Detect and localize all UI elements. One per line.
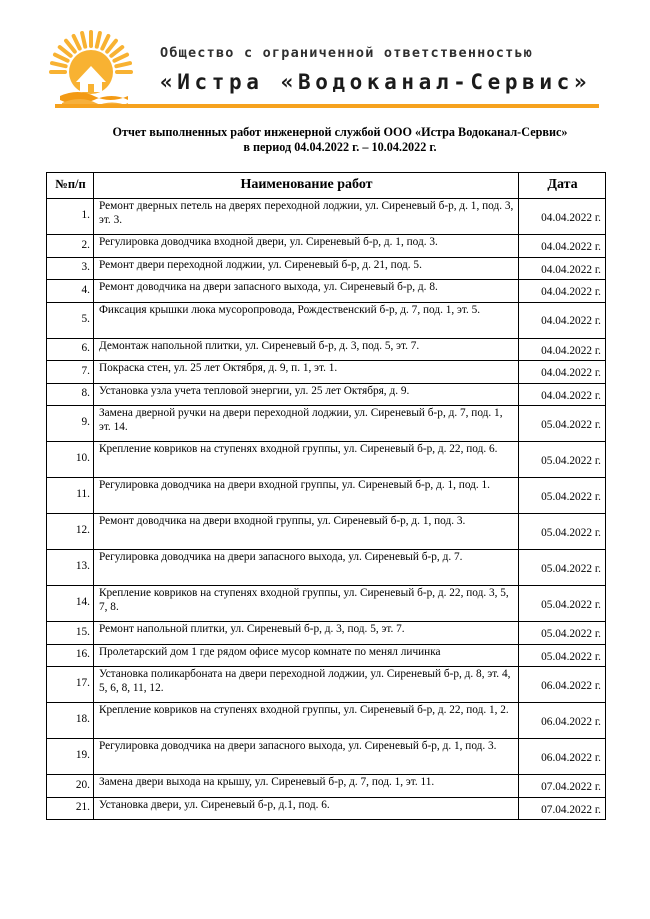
work-date: 07.04.2022 г. (519, 797, 606, 820)
row-number: 20. (47, 775, 94, 798)
row-number: 6. (47, 338, 94, 361)
work-description: Крепление ковриков на ступенях входной группы, ул. Сиреневый б-р, д. 22, под. 6. (94, 442, 519, 478)
organization-name: «Истра «Водоканал-Сервис» (160, 70, 592, 94)
row-number: 12. (47, 514, 94, 550)
work-date: 05.04.2022 г. (519, 478, 606, 514)
table-row (47, 338, 606, 361)
work-description: Установка узла учета тепловой энергии, ул. 25 лет Октября, д. 9. (94, 383, 519, 406)
row-number: 1. (47, 199, 94, 235)
work-description: Ремонт дверных петель на дверях переходной лоджии, ул. Сиреневый б-р, д. 1, под. 3, эт. 3. (94, 199, 519, 235)
work-date: 05.04.2022 г. (519, 442, 606, 478)
work-description: Демонтаж напольной плитки, ул. Сиреневый б-р, д. 3, под. 5, эт. 7. (94, 338, 519, 361)
table-row (47, 667, 606, 703)
work-description: Покраска стен, ул. 25 лет Октября, д. 9, п. 1, эт. 1. (94, 361, 519, 384)
table-row (47, 257, 606, 280)
table-row (47, 235, 606, 258)
work-description: Фиксация крышки люка мусоропровода, Рождественский б-р, д. 7, под. 1, эт. 5. (94, 302, 519, 338)
work-date: 04.04.2022 г. (519, 338, 606, 361)
work-date: 04.04.2022 г. (519, 235, 606, 258)
work-description: Установка двери, ул. Сиреневый б-р, д.1, под. 6. (94, 797, 519, 820)
table-row (47, 739, 606, 775)
table-row (47, 199, 606, 235)
row-number: 5. (47, 302, 94, 338)
work-date: 04.04.2022 г. (519, 302, 606, 338)
work-date: 05.04.2022 г. (519, 406, 606, 442)
organization-type: Общество с ограниченной ответственностью (160, 45, 534, 61)
row-number: 16. (47, 644, 94, 667)
row-number: 11. (47, 478, 94, 514)
table-row (47, 775, 606, 798)
table-row (47, 302, 606, 338)
table-header-row (47, 173, 606, 199)
row-number: 13. (47, 550, 94, 586)
table-row (47, 644, 606, 667)
report-title-line-1: Отчет выполненных работ инженерной службой ООО «Истра Водоканал-Сервис» (112, 125, 568, 139)
work-date: 06.04.2022 г. (519, 739, 606, 775)
work-date: 04.04.2022 г. (519, 361, 606, 384)
work-description: Регулировка доводчика на двери запасного выхода, ул. Сиреневый б-р, д. 7. (94, 550, 519, 586)
work-description: Ремонт доводчика на двери входной группы, ул. Сиреневый б-р, д. 1, под. 3. (94, 514, 519, 550)
row-number: 9. (47, 406, 94, 442)
work-date: 04.04.2022 г. (519, 257, 606, 280)
works-table (46, 172, 606, 820)
table-row (47, 514, 606, 550)
table-row (47, 586, 606, 622)
table-row (47, 703, 606, 739)
work-description: Крепление ковриков на ступенях входной группы, ул. Сиреневый б-р, д. 22, под. 1, 2. (94, 703, 519, 739)
row-number: 4. (47, 280, 94, 303)
work-description: Ремонт двери переходной лоджии, ул. Сиреневый б-р, д. 21, под. 5. (94, 257, 519, 280)
table-row (47, 442, 606, 478)
report-period: в период 04.04.2022 г. – 10.04.2022 г. (243, 140, 437, 154)
report-title (40, 125, 640, 155)
work-date: 07.04.2022 г. (519, 775, 606, 798)
work-description: Установка поликарбоната на двери переходной лоджии, ул. Сиреневый б-р, д. 8, эт. 4, 5, 6, 8, 11, 12. (94, 667, 519, 703)
table-row (47, 280, 606, 303)
work-description: Регулировка доводчика входной двери, ул. Сиреневый б-р, д. 1, под. 3. (94, 235, 519, 258)
row-number: 8. (47, 383, 94, 406)
work-description: Ремонт напольной плитки, ул. Сиреневый б-р, д. 3, под. 5, эт. 7. (94, 622, 519, 645)
column-header-date: Дата (519, 173, 606, 199)
table-row (47, 797, 606, 820)
work-description: Регулировка доводчика на двери запасного выхода, ул. Сиреневый б-р, д. 1, под. 3. (94, 739, 519, 775)
sun-house-logo-icon (48, 26, 134, 108)
work-description: Ремонт доводчика на двери запасного выхода, ул. Сиреневый б-р, д. 8. (94, 280, 519, 303)
work-date: 06.04.2022 г. (519, 703, 606, 739)
row-number: 15. (47, 622, 94, 645)
work-date: 04.04.2022 г. (519, 199, 606, 235)
work-description: Замена двери выхода на крышу, ул. Сиреневый б-р, д. 7, под. 1, эт. 11. (94, 775, 519, 798)
work-date: 05.04.2022 г. (519, 622, 606, 645)
row-number: 21. (47, 797, 94, 820)
column-header-work: Наименование работ (94, 173, 519, 199)
work-date: 05.04.2022 г. (519, 644, 606, 667)
row-number: 14. (47, 586, 94, 622)
row-number: 18. (47, 703, 94, 739)
table-row (47, 406, 606, 442)
row-number: 10. (47, 442, 94, 478)
table-row (47, 383, 606, 406)
row-number: 17. (47, 667, 94, 703)
work-description: Пролетарский дом 1 где рядом офисе мусор комнате по менял личинка (94, 644, 519, 667)
row-number: 3. (47, 257, 94, 280)
work-description: Регулировка доводчика на двери входной группы, ул. Сиреневый б-р, д. 1, под. 1. (94, 478, 519, 514)
table-row (47, 478, 606, 514)
work-date: 05.04.2022 г. (519, 550, 606, 586)
header-divider (55, 104, 599, 108)
row-number: 7. (47, 361, 94, 384)
column-header-number: №п/п (47, 173, 94, 199)
table-body (47, 199, 606, 820)
work-date: 05.04.2022 г. (519, 514, 606, 550)
letterhead (0, 0, 650, 112)
table-row (47, 361, 606, 384)
table-row (47, 622, 606, 645)
row-number: 19. (47, 739, 94, 775)
work-description: Замена дверной ручки на двери переходной лоджии, ул. Сиреневый б-р, д. 7, под. 1, эт. 14. (94, 406, 519, 442)
work-date: 06.04.2022 г. (519, 667, 606, 703)
row-number: 2. (47, 235, 94, 258)
work-date: 04.04.2022 г. (519, 280, 606, 303)
work-description: Крепление ковриков на ступенях входной группы, ул. Сиреневый б-р, д. 22, под. 3, 5, 7, 8. (94, 586, 519, 622)
table-row (47, 550, 606, 586)
work-date: 04.04.2022 г. (519, 383, 606, 406)
work-date: 05.04.2022 г. (519, 586, 606, 622)
